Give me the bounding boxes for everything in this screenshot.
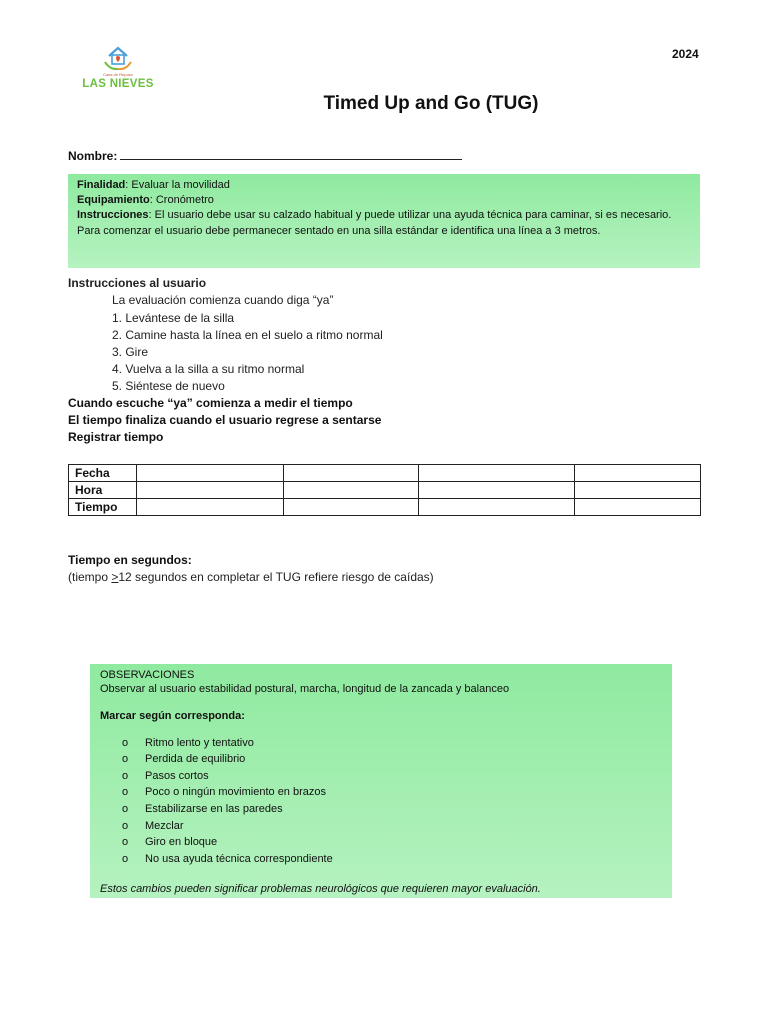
- checkbox-bullet[interactable]: o: [122, 820, 129, 832]
- checkbox-bullet[interactable]: o: [122, 803, 129, 815]
- instruction-step: 5. Siéntese de nuevo: [112, 379, 225, 393]
- name-label: Nombre:: [68, 149, 118, 163]
- checkbox-bullet[interactable]: o: [122, 737, 129, 749]
- logo-name: LAS NIEVES: [82, 78, 154, 90]
- observation-item: Giro en bloque: [145, 836, 218, 848]
- observations-subtitle: Observar al usuario estabilidad postural, marcha, longitud de la zancada y balanceo: [100, 683, 510, 695]
- logo-subtext: Casa de Reposo: [103, 72, 133, 77]
- info-box: [68, 174, 700, 268]
- time-seconds-title: Tiempo en segundos:: [68, 553, 192, 567]
- row-label-hora: Hora: [69, 482, 137, 499]
- table-row: [69, 465, 701, 482]
- checkbox-bullet[interactable]: o: [122, 786, 129, 798]
- name-blank-line[interactable]: [120, 147, 462, 160]
- instruction-step: 4. Vuelva a la silla a su ritmo normal: [112, 362, 305, 376]
- table-cell[interactable]: [284, 482, 419, 499]
- table-cell[interactable]: [284, 465, 419, 482]
- house-hands-icon: [102, 44, 134, 72]
- instrucciones-line: Instrucciones: El usuario debe usar su calzado habitual y puede utilizar una ayuda técnica para caminar, si es necesario.: [77, 209, 672, 221]
- finalidad-line: Finalidad: Evaluar la movilidad: [77, 179, 230, 191]
- instruction-step: 1. Levántese de la silla: [112, 311, 235, 325]
- page-title: Timed Up and Go (TUG): [323, 93, 539, 114]
- instructions-intro: La evaluación comienza cuando diga “ya”: [112, 293, 334, 307]
- observation-item: Estabilizarse en las paredes: [145, 803, 283, 815]
- observation-item: Poco o ningún movimiento en brazos: [145, 786, 326, 798]
- instructions-title: Instrucciones al usuario: [68, 276, 207, 290]
- instruction-step: 2. Camine hasta la línea en el suelo a ritmo normal: [112, 328, 383, 342]
- time-record-table: [68, 464, 701, 516]
- table-cell[interactable]: [284, 499, 419, 516]
- row-label-tiempo: Tiempo: [69, 499, 137, 516]
- checkbox-bullet[interactable]: o: [122, 770, 129, 782]
- observation-item: Ritmo lento y tentativo: [145, 737, 254, 749]
- observation-item: Mezclar: [145, 820, 184, 832]
- observations-footer: Estos cambios pueden significar problemas neurológicos que requieren mayor evaluación.: [100, 883, 541, 895]
- table-cell[interactable]: [419, 465, 575, 482]
- instruction-step: 3. Gire: [112, 345, 149, 359]
- mark-label: Marcar según corresponda:: [100, 710, 245, 722]
- observation-item: No usa ayuda técnica correspondiente: [145, 853, 333, 865]
- table-cell[interactable]: [419, 499, 575, 516]
- table-row: [69, 482, 701, 499]
- observations-title: OBSERVACIONES: [100, 669, 195, 681]
- table-cell[interactable]: [137, 499, 284, 516]
- observation-item: Pasos cortos: [145, 770, 209, 782]
- table-cell[interactable]: [575, 465, 701, 482]
- observations-box: [90, 664, 672, 898]
- checkbox-bullet[interactable]: o: [122, 753, 129, 765]
- table-cell[interactable]: [137, 482, 284, 499]
- logo: [80, 44, 156, 96]
- equipamiento-line: Equipamiento: Cronómetro: [77, 194, 214, 206]
- start-note: Cuando escuche “ya” comienza a medir el tiempo: [68, 396, 353, 410]
- end-note: El tiempo finaliza cuando el usuario regrese a sentarse: [68, 413, 382, 427]
- checkbox-bullet[interactable]: o: [122, 836, 129, 848]
- checkbox-bullet[interactable]: o: [122, 853, 129, 865]
- table-row: [69, 499, 701, 516]
- table-cell[interactable]: [575, 499, 701, 516]
- table-cell[interactable]: [419, 482, 575, 499]
- table-cell[interactable]: [137, 465, 284, 482]
- table-cell[interactable]: [575, 482, 701, 499]
- year-label: 2024: [672, 47, 699, 61]
- observation-item: Perdida de equilibrio: [145, 753, 246, 765]
- setup-line: Para comenzar el usuario debe permanecer sentado en una silla estándar e identifica una línea a 3 metros.: [77, 225, 601, 237]
- row-label-fecha: Fecha: [69, 465, 137, 482]
- register-note: Registrar tiempo: [68, 430, 164, 444]
- name-field: [68, 147, 462, 163]
- time-risk-note: (tiempo >12 segundos en completar el TUG refiere riesgo de caídas): [68, 570, 434, 584]
